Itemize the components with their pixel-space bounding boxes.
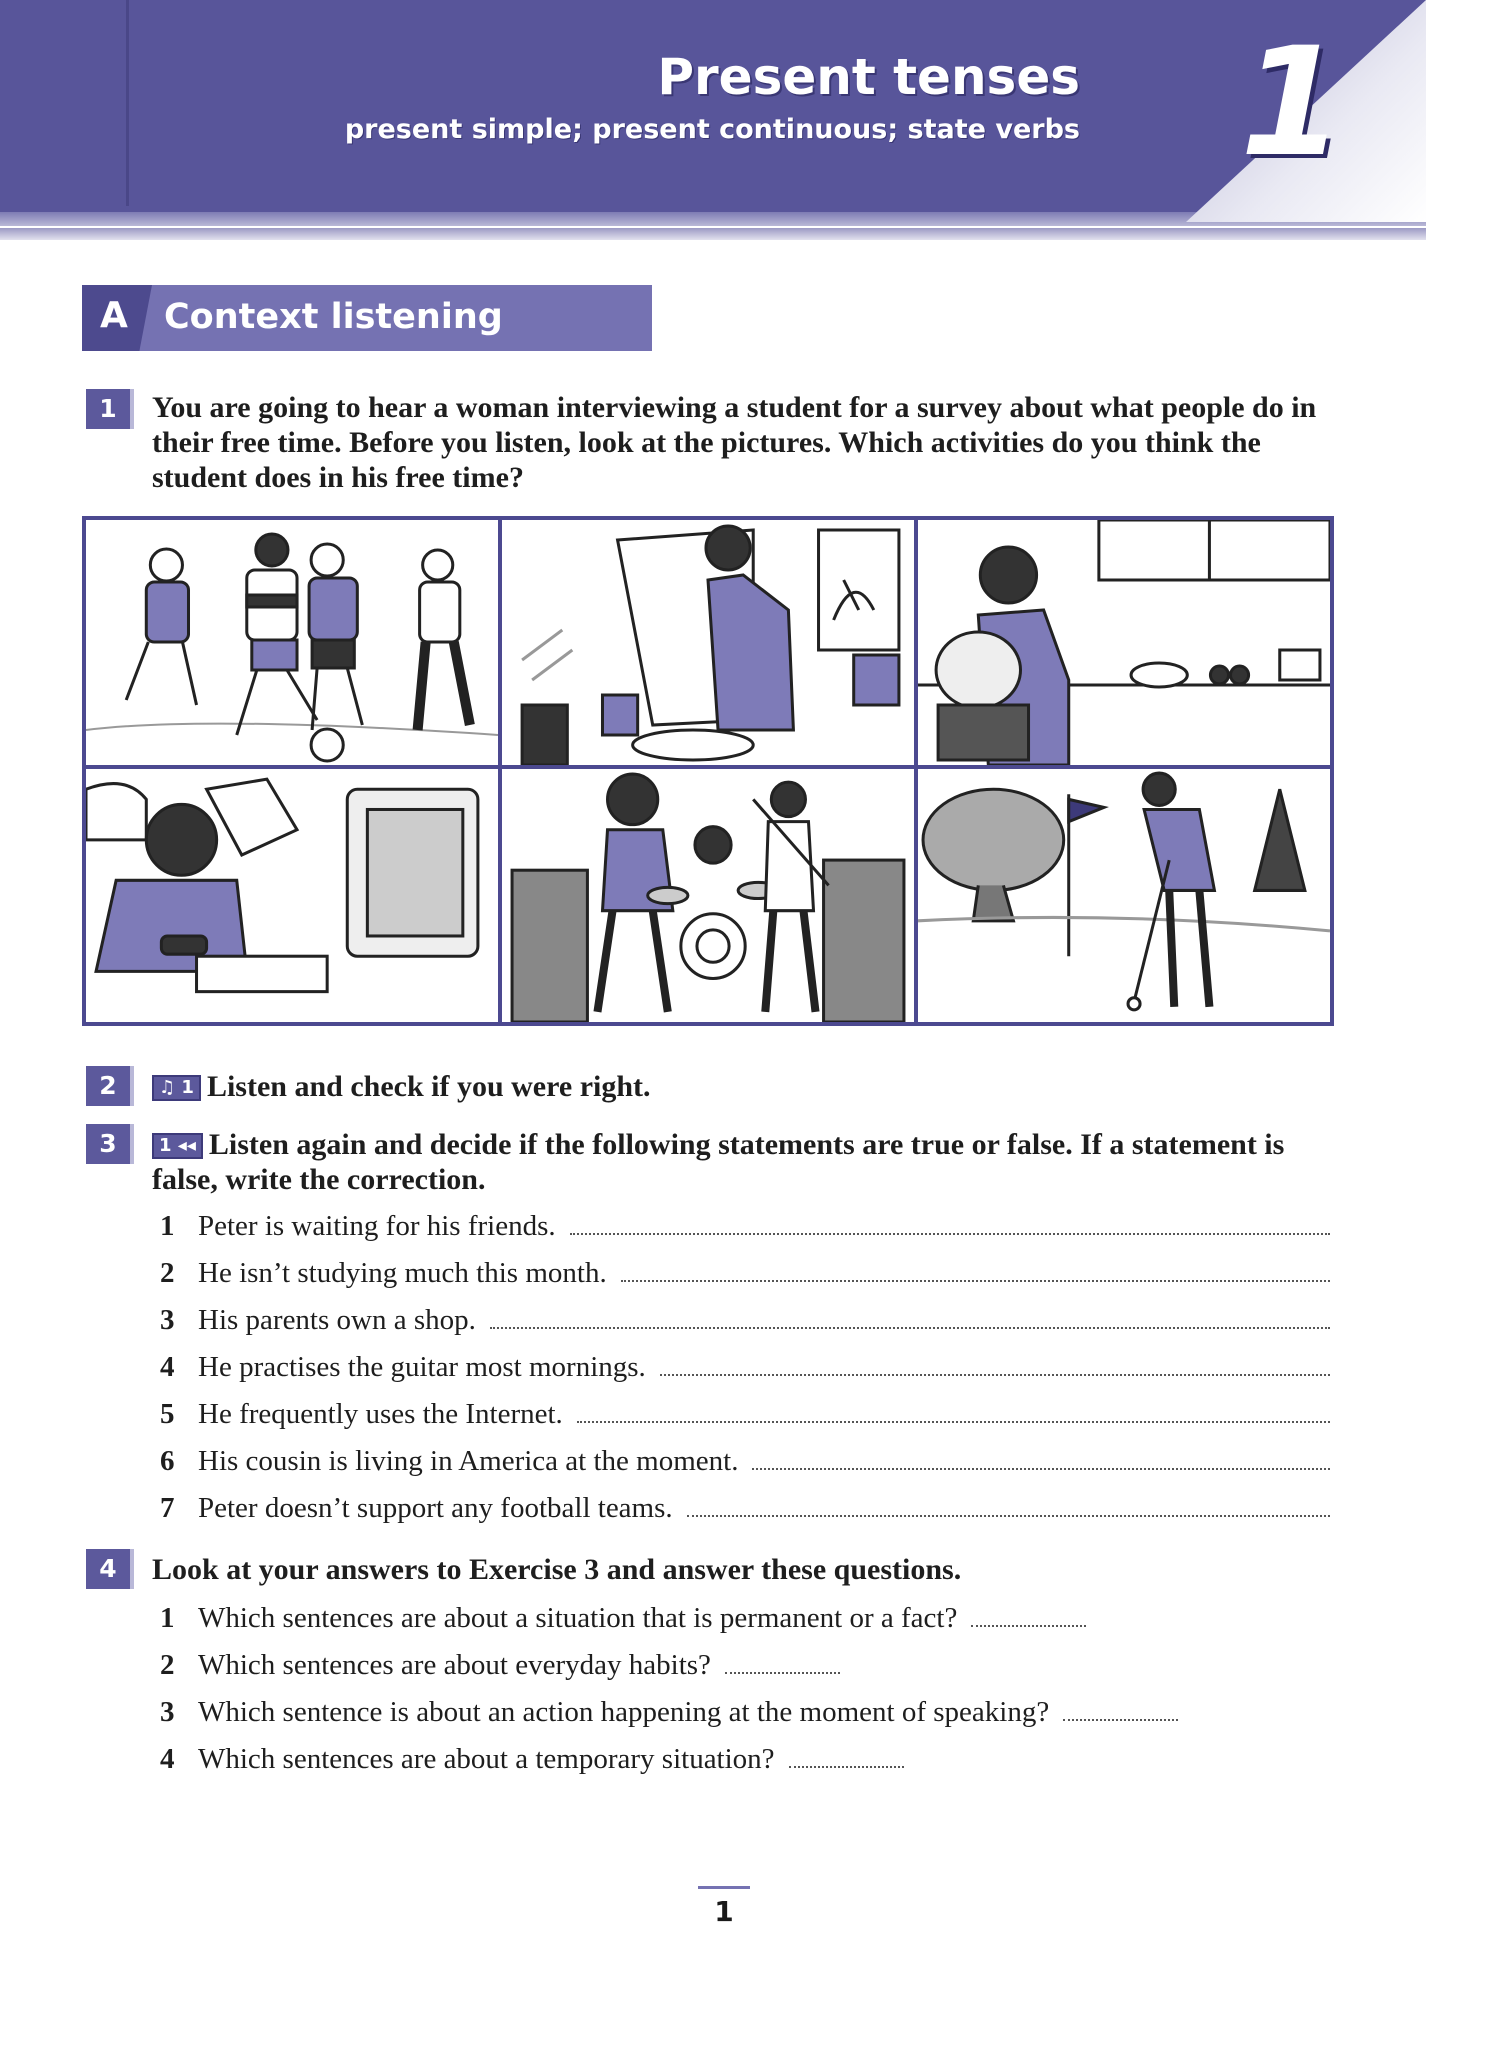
statement-item bbox=[160, 1445, 1330, 1485]
exercise-1-instructions: You are going to hear a woman interviewing a student for a survey about what people do in their free time. Before you listen, look at the pictures. Which activities do you think the student does in his free time? bbox=[152, 391, 1317, 494]
statement-text: His cousin is living in America at the moment. bbox=[198, 1445, 739, 1477]
page-number: 1 bbox=[698, 1886, 750, 1928]
exercise-3-instructions bbox=[152, 1127, 1327, 1197]
answer-line[interactable] bbox=[725, 1650, 840, 1674]
question-number: 1 bbox=[160, 1602, 175, 1634]
answer-line[interactable] bbox=[971, 1603, 1086, 1627]
question-text: Which sentences are about a situation that is permanent or a fact? bbox=[198, 1602, 958, 1634]
statement-item bbox=[160, 1351, 1330, 1391]
answer-line[interactable] bbox=[621, 1258, 1330, 1282]
question-number: 3 bbox=[160, 1696, 175, 1728]
question-number: 2 bbox=[160, 1649, 175, 1681]
man-playing-golf-illustration bbox=[918, 769, 1330, 1022]
statement-number: 3 bbox=[160, 1304, 175, 1336]
question-text: Which sentence is about an action happening at the moment of speaking? bbox=[198, 1696, 1050, 1728]
exercise-1-number: 1 bbox=[86, 389, 130, 429]
answer-line[interactable] bbox=[660, 1352, 1330, 1376]
audio-track-icon: 1 ◂◂ bbox=[152, 1133, 203, 1159]
answer-line[interactable] bbox=[577, 1399, 1330, 1423]
rock-band-illustration bbox=[502, 769, 914, 1022]
exercise-4-number: 4 bbox=[86, 1549, 130, 1589]
exercise-2-text: Listen and check if you were right. bbox=[206, 1070, 651, 1103]
statement-number: 4 bbox=[160, 1351, 175, 1383]
exercise-2-number: 2 bbox=[86, 1066, 130, 1106]
question-item bbox=[160, 1649, 1330, 1689]
man-playing-video-games-illustration bbox=[86, 769, 498, 1022]
statement-text: He frequently uses the Internet. bbox=[198, 1398, 563, 1430]
statement-number: 2 bbox=[160, 1257, 175, 1289]
question-text: Which sentences are about a temporary situation? bbox=[198, 1743, 775, 1775]
question-item bbox=[160, 1743, 1330, 1783]
unit-title: Present tenses bbox=[657, 48, 1080, 106]
question-item bbox=[160, 1602, 1330, 1642]
section-header bbox=[82, 285, 652, 351]
answer-line[interactable] bbox=[1063, 1697, 1178, 1721]
statement-number: 6 bbox=[160, 1445, 175, 1477]
statement-number: 7 bbox=[160, 1492, 175, 1524]
banner-underline bbox=[0, 228, 1426, 240]
unit-banner bbox=[0, 0, 1426, 222]
statement-text: His parents own a shop. bbox=[198, 1304, 476, 1336]
audio-track-icon: ♫ 1 bbox=[152, 1075, 201, 1101]
statement-number: 5 bbox=[160, 1398, 175, 1430]
question-number: 4 bbox=[160, 1743, 175, 1775]
question-item bbox=[160, 1696, 1330, 1736]
unit-number: 1 bbox=[1240, 16, 1345, 190]
section-title: Context listening bbox=[164, 297, 503, 337]
exercise-3-number: 3 bbox=[86, 1124, 130, 1164]
man-painting-illustration bbox=[502, 520, 914, 765]
statement-number: 1 bbox=[160, 1210, 175, 1242]
statement-item bbox=[160, 1257, 1330, 1297]
exercise-2-instructions bbox=[152, 1069, 1327, 1104]
activity-picture-grid bbox=[82, 516, 1334, 1026]
statement-item bbox=[160, 1304, 1330, 1344]
answer-line[interactable] bbox=[789, 1744, 904, 1768]
answer-line[interactable] bbox=[752, 1446, 1330, 1470]
exercise-3-text: Listen again and decide if the following statements are true or false. If a statement is false, write the correction. bbox=[152, 1128, 1285, 1196]
unit-subtitle: present simple; present continuous; state verbs bbox=[344, 114, 1080, 145]
statement-item bbox=[160, 1210, 1330, 1250]
football-players-illustration bbox=[86, 520, 498, 765]
exercise-4-instructions: Look at your answers to Exercise 3 and answer these questions. bbox=[152, 1553, 962, 1586]
statement-item bbox=[160, 1398, 1330, 1438]
statement-text: He isn’t studying much this month. bbox=[198, 1257, 607, 1289]
answer-line[interactable] bbox=[570, 1211, 1330, 1235]
man-cooking-illustration bbox=[918, 520, 1330, 765]
question-text: Which sentences are about everyday habits? bbox=[198, 1649, 711, 1681]
statement-item bbox=[160, 1492, 1330, 1532]
section-letter: A bbox=[100, 295, 128, 336]
answer-line[interactable] bbox=[490, 1305, 1330, 1329]
statement-text: Peter doesn’t support any football teams. bbox=[198, 1492, 673, 1524]
statement-text: He practises the guitar most mornings. bbox=[198, 1351, 646, 1383]
statement-text: Peter is waiting for his friends. bbox=[198, 1210, 556, 1242]
banner-divider bbox=[126, 0, 129, 206]
answer-line[interactable] bbox=[687, 1493, 1330, 1517]
